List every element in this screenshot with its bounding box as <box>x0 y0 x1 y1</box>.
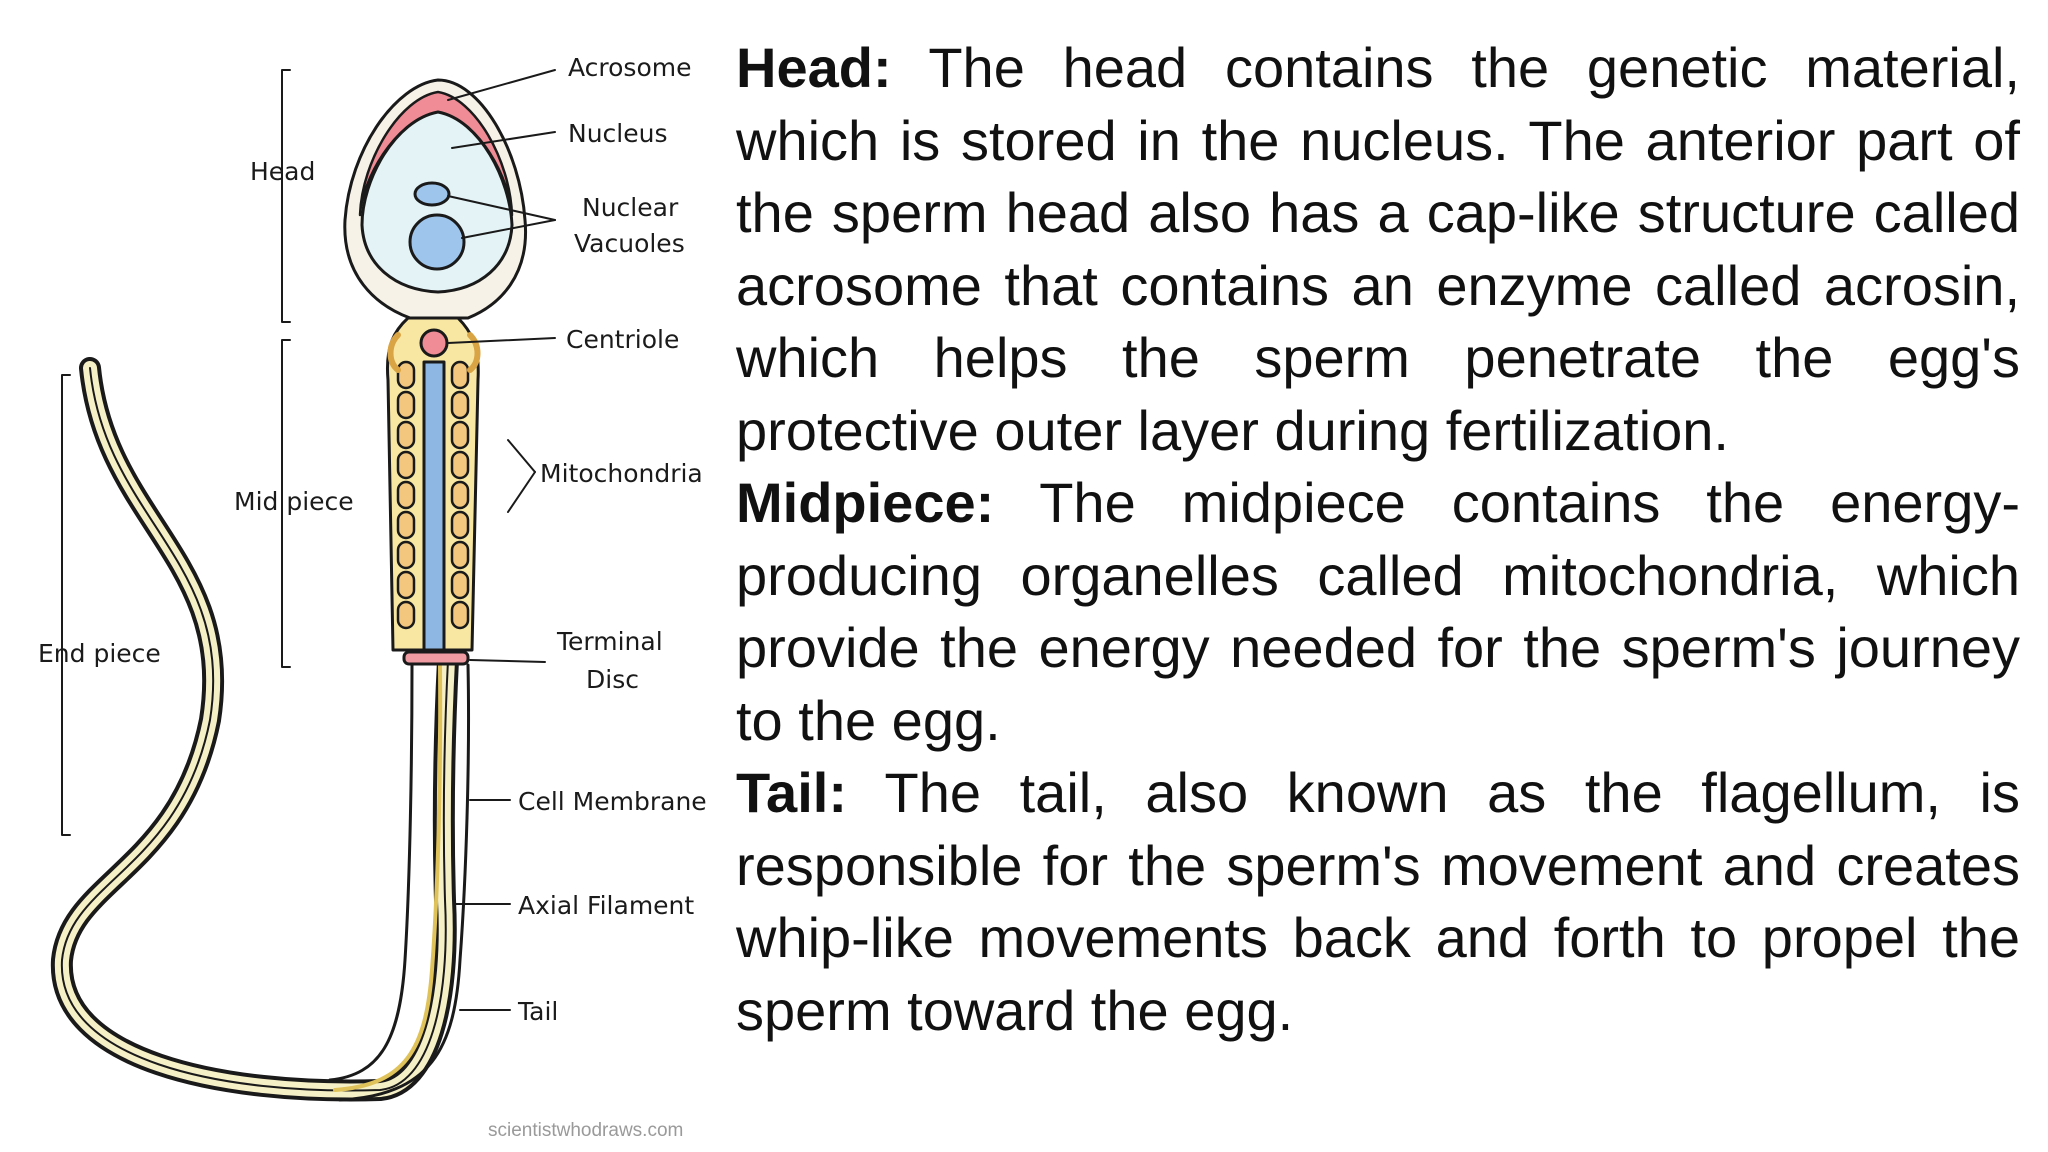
label-nucleus: Nucleus <box>568 119 668 148</box>
sperm-illustration <box>0 0 740 1152</box>
label-acrosome: Acrosome <box>568 53 692 82</box>
label-tail: Tail <box>518 997 559 1026</box>
credit-watermark: scientistwhodraws.com <box>488 1120 684 1141</box>
label-terminal-disc-2: Disc <box>586 665 639 694</box>
midpiece-text: The midpiece contains the energy-producing organelles called mitochondria, which provide the energy needed for the sperm's journey to the egg. <box>736 471 2020 752</box>
centriole-shape <box>421 330 447 356</box>
axial-filament-core <box>424 362 444 650</box>
tail-term: Tail: <box>736 761 847 824</box>
label-head: Head <box>250 157 316 186</box>
midpiece-term: Midpiece: <box>736 471 995 534</box>
terminal-disc-shape <box>404 652 468 664</box>
tail-text: The tail, also known as the flagellum, is responsible for the sperm's movement and creates whip-like movements back and forth to propel the sperm toward the egg. <box>736 761 2020 1042</box>
label-nuclear-vacuoles-2: Vacuoles <box>574 229 685 258</box>
large-vacuole <box>410 215 464 269</box>
description-panel <box>736 32 2020 1047</box>
label-terminal-disc-1: Terminal <box>557 627 663 656</box>
head-term: Head: <box>736 36 892 99</box>
label-mitochondria: Mitochondria <box>540 459 703 488</box>
label-nuclear-vacuoles-1: Nuclear <box>582 193 679 222</box>
label-centriole: Centriole <box>566 325 680 354</box>
label-axial-filament: Axial Filament <box>518 891 695 920</box>
midpiece-paragraph <box>736 467 2020 757</box>
mitochondria-left <box>398 362 414 628</box>
mitochondria-right <box>452 362 468 628</box>
small-vacuole <box>415 183 449 205</box>
head-paragraph <box>736 32 2020 467</box>
tail-strands <box>330 665 412 1080</box>
sperm-diagram <box>0 0 740 1152</box>
label-end-piece: End piece <box>38 639 161 668</box>
label-cell-membrane: Cell Membrane <box>518 787 707 816</box>
label-mid-piece: Mid piece <box>234 487 354 516</box>
head-text: The head contains the genetic material, which is stored in the nucleus. The anterior part of the sperm head also has a cap-like structure called acrosome that contains an enzyme called acrosin, which helps the sperm penetrate the egg's protective outer layer during fertilization. <box>736 36 2020 462</box>
tail-paragraph <box>736 757 2020 1047</box>
